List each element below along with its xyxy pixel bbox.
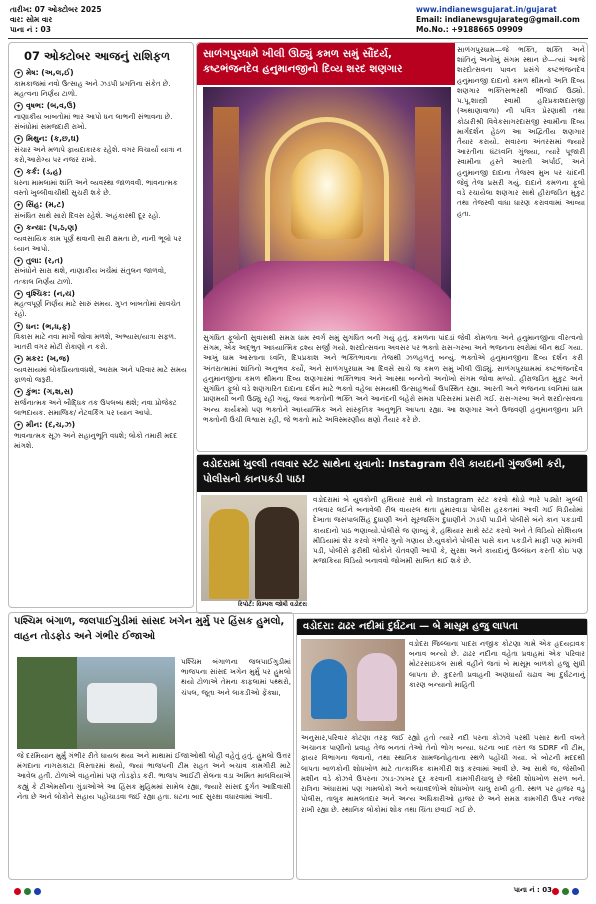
page-footer: [8, 884, 588, 900]
bengal-story: [8, 612, 294, 880]
horoscope-list: [14, 68, 188, 451]
sign-label: કર્ક: (ડ,હ): [26, 167, 62, 177]
zodiac-icon: ✦: [15, 257, 22, 265]
dhadhar-story-body: અનુસાર,પરિવાર કોટણા તરફ જઈ રહ્યો હતો ત્યારે નદી પરના કોઝવે પરથી પસાર થતી વખતે અચાનક પાણીનો પ્રવાહ તેજ બનતાં તેઓ તેનો ભોગ બન્યા. ઘટના બાદ તરત જ SDRF ની ટીમ, ફાયર વિભાગના જવાનો, તથા સ્થાનિક ગ્રામજનોહતાના સ્થળે પહોંચી ગયા. બે બોટની મદદથી લાપતા બાળકોની શોધખોળ માટે તાત્કાલિક કામગીરી શરૂ કરવામાં આવી છે. આ સાથે જ, જેસીબી મશીન વડે કોઝવે ઉપરના ઝાડ-ઝાખર દૂર કરવાની કામગીરીચાલુ છે જેથી શોધખોળ સરળ બને. રાત્રિના અંધારામાં પણ ગામલોકો અને બચાવદળોએ શોધખોળ ચાલુ રાખી હતી. સ્થળ પર હાજર વડુ પોલીસ, તાલુક મામલતદાર અને અન્ય અધિકારીઓ હાજર છે અને સમગ્ર કામગીરી ઉપર નજર રાખી રહ્યા છે. સ્થાનિક લોકોમાં શોક તથા ચિંતા છવાઈ ગઈ છે.: [301, 733, 585, 814]
main-story: [196, 42, 588, 452]
header-divider: [8, 38, 588, 39]
lotus-decoration: [203, 261, 451, 331]
zodiac-icon: ✦: [15, 168, 22, 176]
horoscope-sign: [14, 200, 188, 221]
vehicle-shape: [87, 683, 157, 723]
horoscope-sign: [14, 68, 188, 99]
zodiac-icon: ✦: [15, 290, 22, 298]
main-story-body: સુગંધિત ફૂલોની સુવાસથી સમગ્ર ધામ સ્વર્ગ સમું સુગંધિત બની ગયું હતું. કમળના પાંદડાં જેવી કોમળતા અને હનુમાનજીના વીરત્વનો સંગમ, એક અદ્ભુત આધ્યાત્મિક દ્રશ્ય સર્જી ગયો. શરદોત્સવના અવસર પર ભક્તો રાસ-ગરબા અને ભજનના સ્વરોમાં લીન થઈ ગયા. આખું ધામ આસ્તાના ધ્વનિ, દિપપ્રકાશ અને ભક્તિભાવના તેજથી ઝળહળતું બન્યું. ભક્તોએ હનુમાનજીના દિવ્ય દર્શન કરી અંતરાત્મામાં શાંતિનો અનુભવ કર્યો, અને સાળંગપુરધામ આ દિવસે સાચે જ કમળ સમું ખીલી ઊઠ્યું. સાળંગપુરધામમાં કષ્ટભંજનદેવ હનુમાનજીના કમળ થીમના દિવ્ય શણગારમાં ભક્તિભાવ અને આસ્થા બન્નેનો અનોખો સંગમ જોવા મળ્યો. હીરાજડિત મુકુટ અને સુગંધિત ફૂલો વડે શણગારિત દાદાના દર્શન માટે ભક્તો વહેલા સમયથી ઉત્સાહભર્યા ઉપસ્થિત રહ્યા. આરતી અને ભજનના ધ્વનિમાં ધામ પ્રાણમયી બની ઉઠ્યું રહી ગયું, જ્યાં ભક્તોની ભક્તિ અને આનંદની લહેરો સમગ્ર પરિસરમાં પ્રસરી ગઈ. રાસ-ગરબા અને શરદોત્સવના અન્ય કાર્યક્રમો પણ ભક્તોને આધ્યાત્મિક અને સાંસ્કૃતિક અનુભૂતિ આપતા રહ્યા. આ શણગાર અને ઉજવણી હનુમાનજીના પ્રતિ ભક્તોની ઉંચી વિશ્વાસ રહી, જે ભક્તો માટે અવિસ્મરણીય ક્ષણો તૈયાર કરે છે.: [203, 333, 583, 424]
sign-prediction: વ્યવસાયમાં લોકપ્રિયતાવધશે, આરામ અને પરિવાર માટે સમય ફાળવો જરૂરી.: [14, 365, 187, 385]
dhadhar-headline: વડોદરા: ઢાઢર નદીમાં દુર્ઘટના — બે માસૂમ હજુ લાપતા: [297, 619, 587, 635]
sign-prediction: સંબંધોને સારા થશે, નાણાકીય ખર્ચમાં સંતુલન જાળવો, તત્કાલ નિર્ણય ટાળો.: [14, 266, 167, 286]
masthead-contact: [416, 5, 586, 35]
footer-dot: [552, 888, 559, 895]
horoscope-sign: [14, 420, 188, 451]
sign-name: [14, 289, 188, 300]
horoscope-sign: [14, 289, 188, 320]
sign-prediction: સંબંધિત સાથે સારો દિવસ રહેશે. અહંકારથી દૂર રહો.: [14, 210, 161, 220]
sign-prediction: મહત્વપૂર્ણ નિર્ણય માટે સારું સમય. ગુપ્ત બાબતોમાં સાવચેત રહો.: [14, 299, 181, 319]
bengal-headline: પશ્ચિમ બંગાળ, જલપાઈગુડીમાં સાંસદ ખગેન મુર્મુ પર હિંસક હુમલો, વાહન તોડફોડ અને ગંભીર ઈજાઓ: [14, 616, 285, 642]
sign-prediction: સંચાર અને મળાપે ફાયદાકારક રહેશે. વગર વિચાર્યા યાત્રા ન કરો,આરોગ્ય પર નજર રાખો.: [14, 144, 182, 164]
sign-label: મેષ: (અ,લ,ઈ): [26, 68, 74, 78]
sign-name: [14, 134, 188, 145]
footer-page-number: પાના નં : 03: [513, 886, 552, 894]
attack-photo: [17, 657, 175, 749]
zodiac-icon: ✦: [15, 201, 22, 209]
zodiac-icon: ✦: [15, 356, 22, 364]
sign-name: [14, 200, 188, 211]
horoscope-sign: [14, 387, 188, 418]
sign-label: મીન: (દ,ચ,ઝ): [26, 420, 76, 430]
footer-dots-right: [552, 888, 582, 898]
main-headline: સાળંગપુરધામે ખીલી ઊઠ્યું કમળ સમું સૌંદર્ય, કષ્ટભંજનદેવ હનુમાનજીનો દિવ્ય શરદ શણગાર: [197, 43, 455, 85]
instagram-story-body: વડોદરામાં બે યુવકોની હથિયાર સાથે નો Instagram સ્ટંટ કરવો થોડો ભારે પડ્યો! ખુલ્લી તલવાર લઈને બનાવેલી રીલ વાયરલ થતા હુમારવાડા પોલીસ હરકતમાં આવી ગઈ વિડીયોમાં દેખાતા જસપાલસિંહ દુધાણી અને સૂરજસિંગ દુધાણીને ઝડપી પાડીને પોલીસે બંને કાન પકડાવી કાયદાનો પાઠ ભણાવ્યો.પોલીસે જ ણાવ્યું કે, હથિયાર સાથે સ્ટંટ કરવો અને તે વિડિયો સોશિયલ મીડિયામાં શેર કરવો ગંભીર ગુનો ગણાય છે.યુવકોને પોલીસ પાસે કાન પકડીને માફી પણ માંગવી પડી, પોલીસે ફરીથી લોકોને ચેતવણી આપી કે, સુરક્ષા અને કાયદાનું ઉલ્લંઘન કરતી કોઇ પણ મજાકિયા વિડિયો બનાવવો જોખમી સાબિત થઈ શકે છે.: [313, 495, 583, 566]
main-story-side-text: સાળંગપુરધામ—જે ભક્તિ, શક્તિ અને શાંતિનું અનોખું સંગમ સ્થાન છે—ત્યાં આજે શરદોત્સવના પાવન પ્રસંગે કષ્ટભંજનદેવ હનુમાનજી દાદાનો કમળ થીમનો અતિ દિવ્ય શણગાર ભક્તિસભરથી ભીંજાઈ ઉઠ્યો. પ.પૂ.શાસ્ત્રી સ્વામી હરિપ્રકાશદાસજી (અથાણાવાળા) ની પવિત્ર પ્રેરણાથી તથા કોઠારીશ્રી વિવેકસાગરદાસજી સ્વામીના દિવ્ય માર્ગદર્શન હેઠળ આ અદ્વિતીય શણગાર તૈયાર કરાયો. સવારના અંતરસમાં જ્યારે આરતીના ઘંટધ્વનિ ગુંજ્યા, ત્યારે પૂજારી સ્વામીના હસ્તે આરતી અર્પાઈ, અને હનુમાનજી દાદાના તેજસ્વ મુખ પર ચાંદની જેવું તેજ પ્રસરી ગયું. દાદાને કમળના ફૂલો વડે રચાયેલા શણગાર સાથે હીરાજડિત મુકુટ તથા તેજસ્વી વાઘા ધારણ કરાવવામાં આવ્યા હતા.: [457, 45, 585, 218]
sign-prediction: નાણાકીય બાબતોમાં ભાર આપો ધન લાભની સંભાવના છે. સંબંધોમાં સમજદારી રાખો.: [14, 112, 173, 132]
sign-label: મકર: (ખ,જ): [26, 354, 70, 364]
email-line: Email: indianewsgujarateg@gmail.com: [416, 15, 580, 25]
sign-name: [14, 167, 188, 178]
sign-name: [14, 256, 188, 267]
footer-dot: [24, 888, 31, 895]
bengal-story-intro: પશ્ચિમ બંગાળના જલપાઈગુડીમાં ભાજપના સાંસદ ખગેન મુર્મુ પર હુમલો થયો ટોળાએ તેમના કાફલામાં પથ્થરો, ચંપલ, જૂતા અને લાકડીઓ ફેંક્યા,: [181, 657, 291, 697]
sign-name: [14, 387, 188, 398]
sign-prediction: કામકાજમાં નવો ઉત્સાહ અને ઝડપી પ્રગતિના સંકેત છે. મહત્વના નિર્ણય ટાળો.: [14, 79, 171, 99]
sign-prediction: સર્જનાત્મક અને બૌદ્ધિક તક ઉપલબ્ધ થશે; નવા પ્રોજેક્ટ લાભદાયક. સમાજિક/ નેટવર્કિંગ પર ધ્યાન આપો.: [14, 398, 177, 418]
zodiac-icon: ✦: [15, 224, 22, 232]
youth-left: [209, 509, 249, 599]
sign-label: સિંહ: (મ,ટ): [26, 199, 65, 209]
sign-label: મિથુન: (ક,છ,ઘ): [26, 134, 80, 144]
instagram-headline-a: વડોદરામાં ખુલ્લી તલવાર સ્ટંટ સાથેના યુવાનો:: [203, 459, 389, 470]
horoscope-sign: [14, 256, 188, 287]
sign-label: ધન: (ભ,ધ,ફ): [26, 321, 71, 331]
sign-name: [14, 322, 188, 333]
mobile-line: Mo.No.: +9188665 09909: [416, 25, 523, 35]
horoscope-sign: [14, 322, 188, 353]
sign-label: કુંભ: (ગ,શ,સ): [26, 387, 74, 397]
youth-right: [255, 507, 299, 599]
bengal-story-body: જે દરમિયાન મુર્મુ ગંભીર રીતે ઘાયલ થયા અને માથામાં ઈજાઓથી લોહી વહેતું હતું. હુમલો ઉત્તર મંગદાના નાગરાકાટા વિસ્તારમાં થયો, જ્યાં ભાજપની ટીમ રાહત અને બચાવ કામગીરી માટે આવેલ હતી. ટોળાએ વાહનોમાં પણ તોડફોડ કરી. ભાજપ આઈટી સેલના વડા અમિત માલવિયાએ કહ્યું કે ટીએમસીના ગુંડાઓએ આ હિંસક મુહિમમાં સામેલ રહ્યા, જ્યારે સાંસદ દુર્ગત આદિવાસી નેતા છે અને લોકોને સહાય પહોંચાડવા જઈ રહ્યા હતા. ઘટના બાદ સુરક્ષા વધારવામાં આવી.: [17, 751, 291, 801]
footer-dot: [14, 888, 21, 895]
dhadhar-story-intro: વડોદરા જિલ્લાના પાદરા નજીક કોટણા ગામે એક હૃદયદ્રાવક બનાવ બન્યો છે. ઢાઢર નદીના વહેતા પ્રવાહમાં એક પરિવાર મોટરસાઇકલ સાથે વહીને જતાં બે માસૂમ બાળકો હજુ સુધી લાપતા છે. કુદરતી પ્રવાહની અણધાર્યા ચઢાવ આ દુર્ઘટનાનું કારણ બન્યાનો માહિતી: [409, 639, 585, 689]
horoscope-sign: [14, 134, 188, 165]
sign-label: કન્યા: (પ,ઠ,ણ): [26, 222, 78, 232]
zodiac-icon: ✦: [15, 389, 22, 397]
horoscope-sign: [14, 167, 188, 198]
website-link[interactable]: www.indianewsgujarat.in/gujarat: [416, 5, 557, 14]
dhadhar-story: [296, 618, 588, 880]
horoscope-sign: [14, 354, 188, 385]
tree-shape: [17, 657, 77, 749]
instagram-story: [196, 454, 588, 614]
horoscope-sign: [14, 223, 188, 254]
sign-prediction: ઘરના મામલામાં શાંતિ અને વ્યવસ્થા જાળવવી. ભાવનાત્મક વસ્તો ખુલ્લીવાચીથી સુચરી શકે છે.: [14, 177, 178, 197]
zodiac-icon: ✦: [15, 103, 22, 111]
child-left: [311, 659, 347, 719]
zodiac-icon: ✦: [15, 422, 22, 430]
sign-label: વૃષભ: (બ,વ,ઉ): [26, 101, 77, 111]
zodiac-icon: ✦: [15, 70, 22, 78]
zodiac-icon: ✦: [15, 136, 22, 144]
footer-dot: [562, 888, 569, 895]
day-line: વાર: સોમ વાર: [10, 15, 53, 25]
children-photo: [301, 639, 405, 731]
sign-name: [14, 68, 188, 79]
horoscope-title: 07 ઓક્ટોબર આજનું રાશિફળ: [24, 49, 171, 63]
horoscope-column: [8, 42, 194, 608]
child-right: [357, 653, 397, 721]
page-line: પાના નં : 03: [10, 25, 51, 35]
sign-label: વૃશ્ચિક: (ન,ય): [26, 288, 75, 298]
sign-label: તુલા: (ર,ત): [26, 255, 64, 265]
hanuman-idol: [291, 149, 363, 239]
sign-prediction: વ્યવસાયિક કામ પૂર્ણ થવાની સારી ક્ષમતા છે, નાની ભૂલો પર ધ્યાન આપો.: [14, 233, 182, 253]
masthead-meta: [10, 5, 102, 35]
sign-name: [14, 354, 188, 365]
photo-credit: રિપોર્ટ: વિમ્પલ જોષી વડોદરા: [238, 601, 307, 608]
sign-name: [14, 101, 188, 112]
instagram-headline: [197, 455, 587, 492]
instagram-headline-b: Instagram રીલે કાયદાની ગુંજઉભી કરી, પોલીસનો કાનપકડી પાઠ!: [203, 459, 566, 485]
sign-name: [14, 223, 188, 234]
sign-prediction: ભાવનાત્મક સૂઝ અને સહાનુભૂતિ વધશે; લોકો તમારી મદદ માંગશે.: [14, 431, 178, 451]
temple-photo: [203, 87, 451, 331]
zodiac-icon: ✦: [15, 323, 22, 331]
youths-photo: [201, 495, 307, 601]
date-line: તારીખ: 07 ઓક્ટોબર 2025: [10, 5, 102, 14]
footer-dot: [34, 888, 41, 895]
sign-name: [14, 420, 188, 431]
horoscope-sign: [14, 101, 188, 132]
sign-prediction: વિકાસ માટે નવા માર્ગો જોવા મળશે, અભ્યાસ/યાત્રા સફળ. ખાતરી વગર મોટી રોકાણો ન કરો.: [14, 332, 177, 352]
footer-dots-left: [14, 888, 44, 898]
footer-dot: [572, 888, 579, 895]
